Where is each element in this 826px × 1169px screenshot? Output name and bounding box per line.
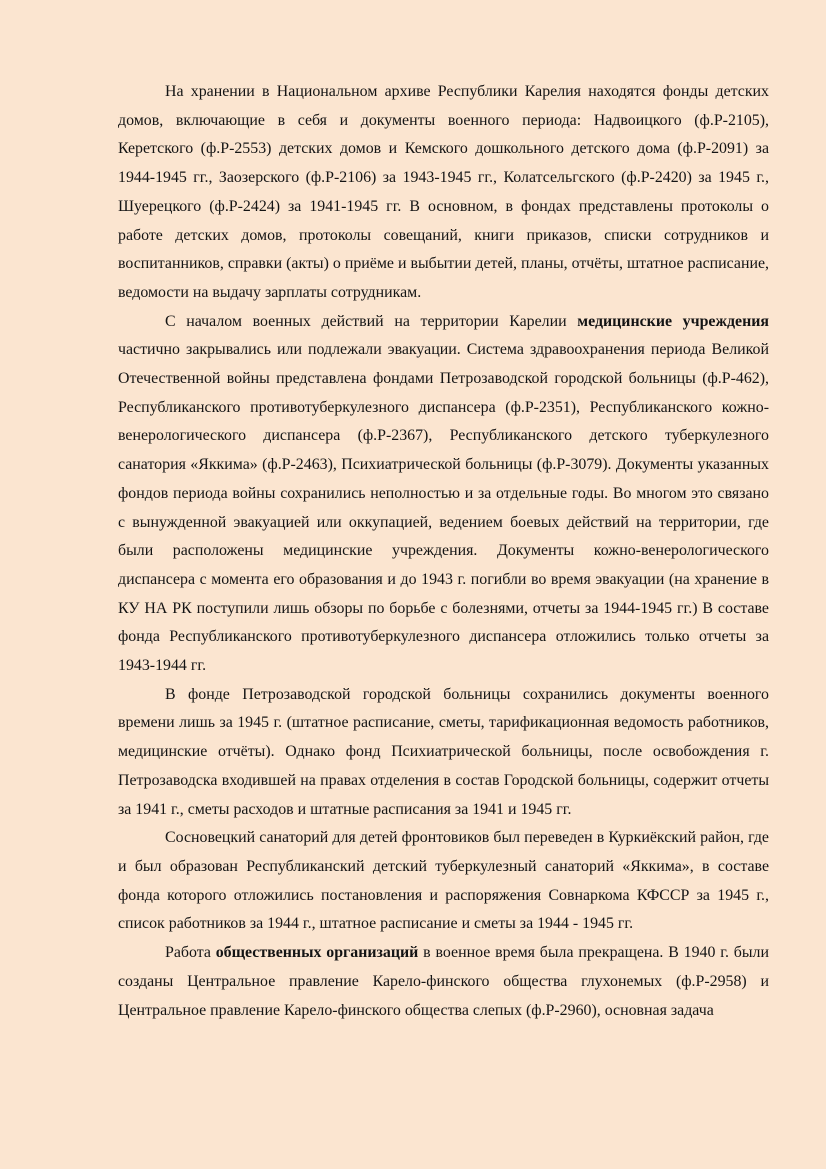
text-run: На хранении в Национальном архиве Республики Карелия находятся фонды детских домов, включающие в себя и документы военного периода: Надвоицкого (ф.Р-2105), Керетского (ф.Р-2553) детских домов и Кемского дошкольного детского дома (ф.Р-2091) за 1944-1945 гг., Заозерского (ф.Р-2106) за 1943-1945 гг., Колатсельгского (ф.Р-2420) за 1945 г., Шуерецкого (ф.Р-2424) за 1941-1945 гг. В основном, в фондах представлены протоколы о работе детских домов, протоколы совещаний, книги приказов, списки сотрудников и воспитанников, справки (акты) о приёме и выбытии детей, планы, отчёты, штатное расписание, ведомости на выдачу зарплаты сотрудникам. — [118, 83, 769, 301]
text-run: С началом военных действий на территории Карелии — [165, 312, 578, 330]
paragraph-medical-institutions — [118, 308, 769, 681]
paragraph-sanatorium — [118, 824, 769, 939]
document-page — [118, 78, 769, 1025]
text-run: частично закрывались или подлежали эвакуации. Система здравоохранения периода Великой Отечественной войны представлена фондами Петрозаводской городской больницы (ф.Р-462), Республиканского противотуберкулезного диспансера (ф.Р-2351), Республиканского кожно-венерологического диспансера (ф.Р-2367), Республиканского детского туберкулезного санатория «Яккима» (ф.Р-2463), Психиатрической больницы (ф.Р-3079). Документы указанных фондов периода войны сохранились неполностью и за отдельные годы. Во многом это связано с вынужденной эвакуацией или оккупацией, ведением боевых действий на территории, где были расположены медицинские учреждения. Документы кожно-венерологического диспансера с момента его образования и до 1943 г. погибли во время эвакуации (на хранение в КУ НА РК поступили лишь обзоры по борьбе с болезнями, отчеты за 1944-1945 гг.) В составе фонда Республиканского противотуберкулезного диспансера отложились только отчеты за 1943-1944 гг. — [118, 341, 769, 675]
text-run: В фонде Петрозаводской городской больницы сохранились документы военного времени лишь за 1945 г. (штатное расписание, сметы, тарификационная ведомость работников, медицинские отчёты). Однако фонд Психиатрической больницы, после освобождения г. Петрозаводска входившей на правах отделения в состав Городской больницы, содержит отчеты за 1941 г., сметы расходов и штатные расписания за 1941 и 1945 гг. — [118, 685, 769, 818]
text-run: Сосновецкий санаторий для детей фронтовиков был переведен в Куркиёкский район, где и был образован Республиканский детский туберкулезный санаторий «Яккима», в составе фонда которого отложились постановления и распоряжения Совнаркома КФССР за 1945 г., список работников за 1944 г., штатное расписание и сметы за 1944 - 1945 гг. — [118, 829, 769, 933]
text-run: в военное время была прекращена. В 1940 г. были созданы Центральное правление Карело-финского общества глухонемых (ф.Р-2958) и Центральное правление Карело-финского общества слепых (ф.Р-2960), основная задача — [118, 944, 769, 1019]
bold-term: медицинские учреждения — [577, 312, 770, 330]
paragraph-city-hospital — [118, 681, 769, 825]
paragraph-public-organizations — [118, 939, 769, 1025]
paragraph-orphanages — [118, 78, 769, 308]
text-run: Работа — [165, 944, 216, 962]
bold-term: общественных организаций — [215, 944, 419, 962]
